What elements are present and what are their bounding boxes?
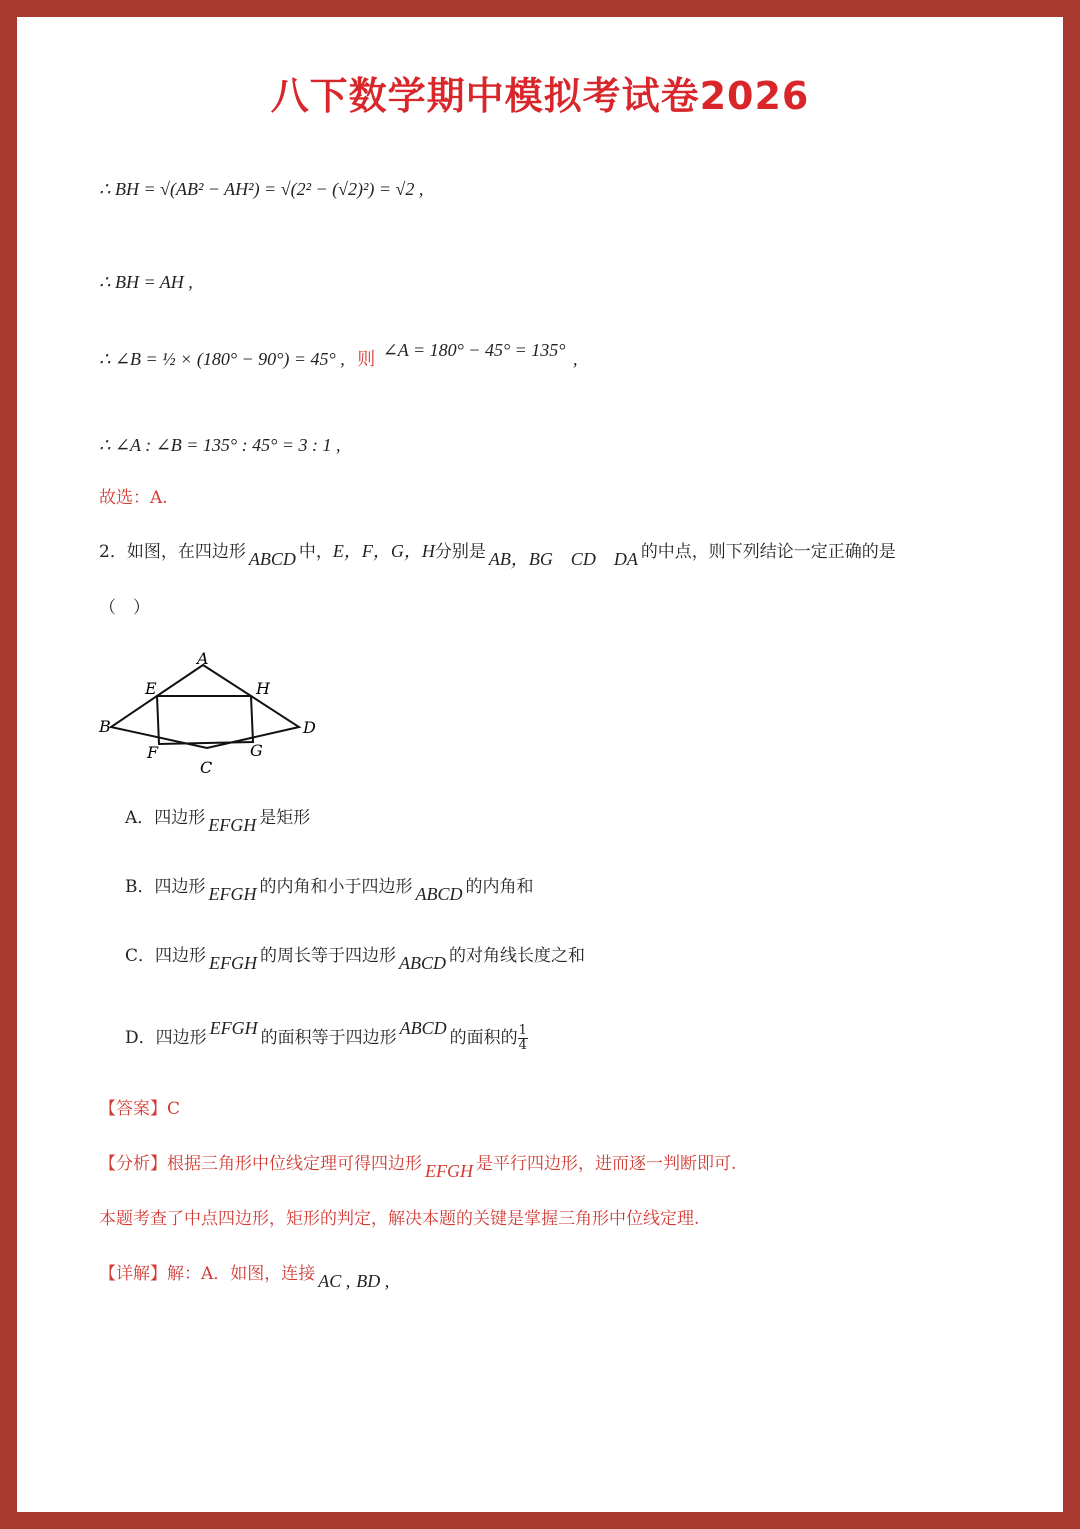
question-stem [99,537,896,569]
detail-label: 【详解】 [99,1264,167,1284]
choice-a[interactable] [125,803,311,835]
choice-c[interactable] [125,941,586,973]
choice-b-suffix: 的内角和 [465,877,534,897]
step-line-2: ∴ BH = AH , [99,272,193,292]
detail-var-2: BD , [356,1271,390,1291]
question-var-points: E，F，G，H [332,541,435,561]
label-e: E [145,679,157,698]
analysis-label: 【分析】 [99,1154,167,1174]
answer-line [99,1094,180,1119]
fraction-denominator: 4 [518,1038,527,1053]
step-line-3 [99,340,578,371]
choice-a-prefix: A．四边形 [125,808,206,828]
label-a: A [197,649,209,668]
step-line-3-end: , [573,349,578,369]
choice-c-var-1: EFGH [209,953,258,973]
choice-a-var: EFGH [208,815,257,835]
choice-d-var-2: ABCD [399,1018,447,1038]
label-c: C [200,758,213,775]
choice-d-suffix: 的面积的 [449,1028,518,1048]
question-var-abcd: ABCD [248,549,296,569]
step-line-4: ∴ ∠A : ∠B = 135° : 45° = 3 : 1 , [99,435,341,455]
choice-b-var-1: EFGH [208,884,257,904]
label-b: B [99,717,111,736]
step-line-1: ∴ BH = √(AB² − AH²) = √(2² − (√2)²) = √2 , [99,179,424,199]
detail-text: 解：A．如图，连接 [167,1264,316,1284]
analysis-line [99,1149,737,1181]
page-title: 八下数学期中模拟考试卷2026 [270,74,810,118]
conclusion: 故选：A. [99,488,168,508]
fraction-numerator: 1 [518,1023,527,1038]
label-d: D [303,718,316,737]
choice-d-prefix: D．四边形 [125,1028,207,1048]
analysis-var: EFGH [425,1161,473,1181]
choice-b-prefix: B．四边形 [125,877,206,897]
choice-c-prefix: C．四边形 [125,946,207,966]
choice-d-fraction [518,1024,528,1053]
step-line-3-then: 则 [357,349,376,369]
analysis-text-2: 是平行四边形，进而逐一判断即可. [476,1154,737,1174]
detail-line [99,1259,392,1291]
question-text-1: 2．如图，在四边形 [99,542,246,562]
question-text-3: 分别是 [434,542,486,562]
choice-d-mid: 的面积等于四边形 [260,1028,397,1048]
quadrilateral-efgh [157,696,253,744]
step-line-3-equation: ∴ ∠B = ½ × (180° − 90°) = 45° , [99,349,345,369]
quadrilateral-abcd [111,665,299,748]
step-line-3-equation-2: ∠A = 180° − 45° = 135° [382,340,566,360]
analysis-note: 本题考查了中点四边形，矩形的判定，解决本题的关键是掌握三角形中位线定理. [99,1209,700,1229]
exam-paper [17,17,1063,1512]
label-g: G [250,741,263,760]
answer-value: C [167,1099,181,1119]
answer-paren: （ ） [99,598,150,618]
answer-label: 【答案】 [99,1099,167,1119]
choice-d[interactable] [125,1018,528,1053]
question-var-sides: AB，BG CD DA [488,549,638,569]
choice-b[interactable] [125,872,534,904]
choice-c-suffix: 的对角线长度之和 [449,946,586,966]
choice-a-suffix: 是矩形 [259,808,311,828]
detail-var-1: AC , [318,1271,351,1291]
choice-d-var-1: EFGH [209,1018,258,1038]
choice-b-var-2: ABCD [415,884,463,904]
label-h: H [256,679,270,698]
question-text-4: 的中点，则下列结论一定正确的是 [640,542,896,562]
label-f: F [147,743,159,762]
quadrilateral-figure [97,645,337,775]
choice-c-var-2: ABCD [399,953,447,973]
analysis-text-1: 根据三角形中位线定理可得四边形 [167,1154,422,1174]
choice-b-mid: 的内角和小于四边形 [259,877,413,897]
question-text-2: 中， [298,542,333,562]
choice-c-mid: 的周长等于四边形 [260,946,397,966]
